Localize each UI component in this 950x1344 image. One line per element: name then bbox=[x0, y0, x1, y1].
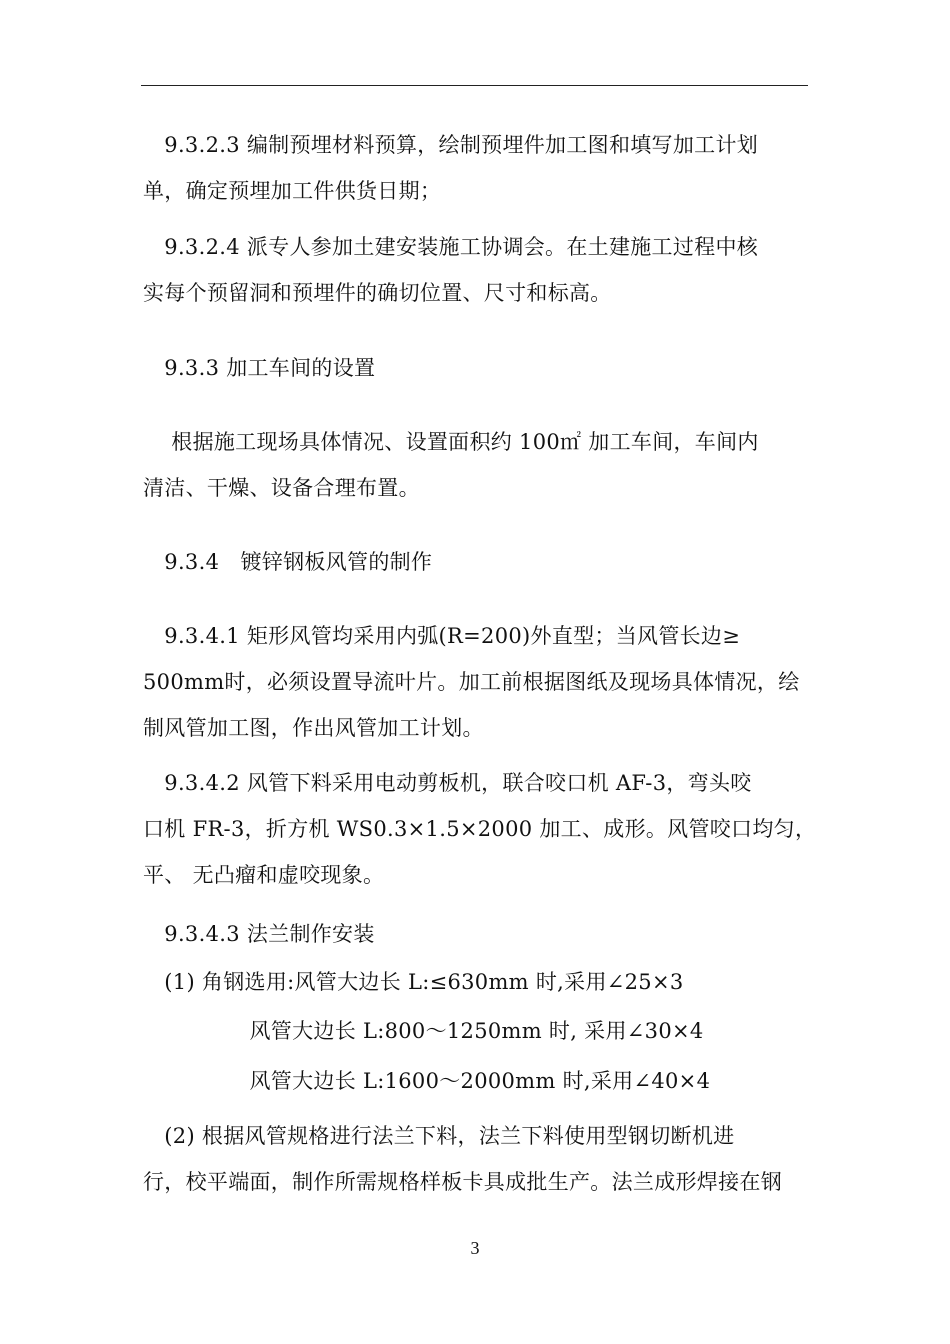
text-line: (2) 根据风管规格进行法兰下料，法兰下料使用型钢切断机进 bbox=[143, 1124, 735, 1148]
section-heading: 9.3.4 镀锌钢板风管的制作 bbox=[143, 550, 433, 574]
text-line: 实每个预留洞和预埋件的确切位置、尺寸和标高。 bbox=[143, 281, 612, 305]
section-heading: 9.3.4.3 法兰制作安装 bbox=[143, 922, 375, 946]
text-line: (1) 角钢选用:风管大边长 L:≤630mm 时,采用∠25×3 bbox=[143, 970, 684, 994]
heading-9-3-3 bbox=[143, 345, 811, 391]
paragraph-workshop bbox=[143, 419, 811, 511]
text-line: 平、 无凸瘤和虚咬现象。 bbox=[143, 863, 385, 887]
angle-steel-item-1 bbox=[143, 959, 811, 1005]
text-line: 单，确定预埋加工件供货日期； bbox=[143, 179, 442, 203]
page-number: 3 bbox=[470, 1238, 480, 1258]
paragraph-2 bbox=[143, 1113, 811, 1205]
text-line: 口机 FR-3，折方机 WS0.3×1.5×2000 加工、成形。风管咬口均匀， bbox=[143, 817, 817, 841]
text-line: 风管大边长 L:800～1250mm 时, 采用∠30×4 bbox=[143, 1019, 704, 1043]
heading-9-3-4 bbox=[143, 539, 811, 585]
angle-steel-item-3 bbox=[143, 1058, 811, 1104]
text-line: 500mm时，必须设置导流叶片。加工前根据图纸及现场具体情况，绘 bbox=[143, 670, 800, 694]
angle-steel-item-2 bbox=[143, 1008, 811, 1054]
text-line: 清洁、干燥、设备合理布置。 bbox=[143, 476, 420, 500]
text-line: 制风管加工图，作出风管加工计划。 bbox=[143, 716, 484, 740]
text-line: 根据施工现场具体情况、设置面积约 100㎡ 加工车间，车间内 bbox=[143, 430, 759, 454]
text-line: 9.3.4.2 风管下料采用电动剪板机，联合咬口机 AF-3，弯头咬 bbox=[143, 771, 752, 795]
paragraph-9-3-2-3 bbox=[143, 122, 811, 214]
paragraph-9-3-4-2 bbox=[143, 760, 817, 898]
text-line: 9.3.4.1 矩形风管均采用内弧(R=200)外直型；当风管长边≥ bbox=[143, 624, 741, 648]
text-line: 行，校平端面，制作所需规格样板卡具成批生产。法兰成形焊接在钢 bbox=[143, 1170, 782, 1194]
text-line: 风管大边长 L:1600～2000mm 时,采用∠40×4 bbox=[143, 1069, 711, 1093]
text-line: 9.3.2.3 编制预埋材料预算，绘制预埋件加工图和填写加工计划 bbox=[143, 133, 759, 157]
section-heading: 9.3.3 加工车间的设置 bbox=[143, 356, 376, 380]
text-line: 9.3.2.4 派专人参加土建安装施工协调会。在土建施工过程中核 bbox=[143, 235, 759, 259]
header-rule bbox=[141, 85, 808, 86]
paragraph-9-3-4-1 bbox=[143, 613, 811, 751]
paragraph-9-3-2-4 bbox=[143, 224, 811, 316]
heading-9-3-4-3 bbox=[143, 911, 811, 957]
